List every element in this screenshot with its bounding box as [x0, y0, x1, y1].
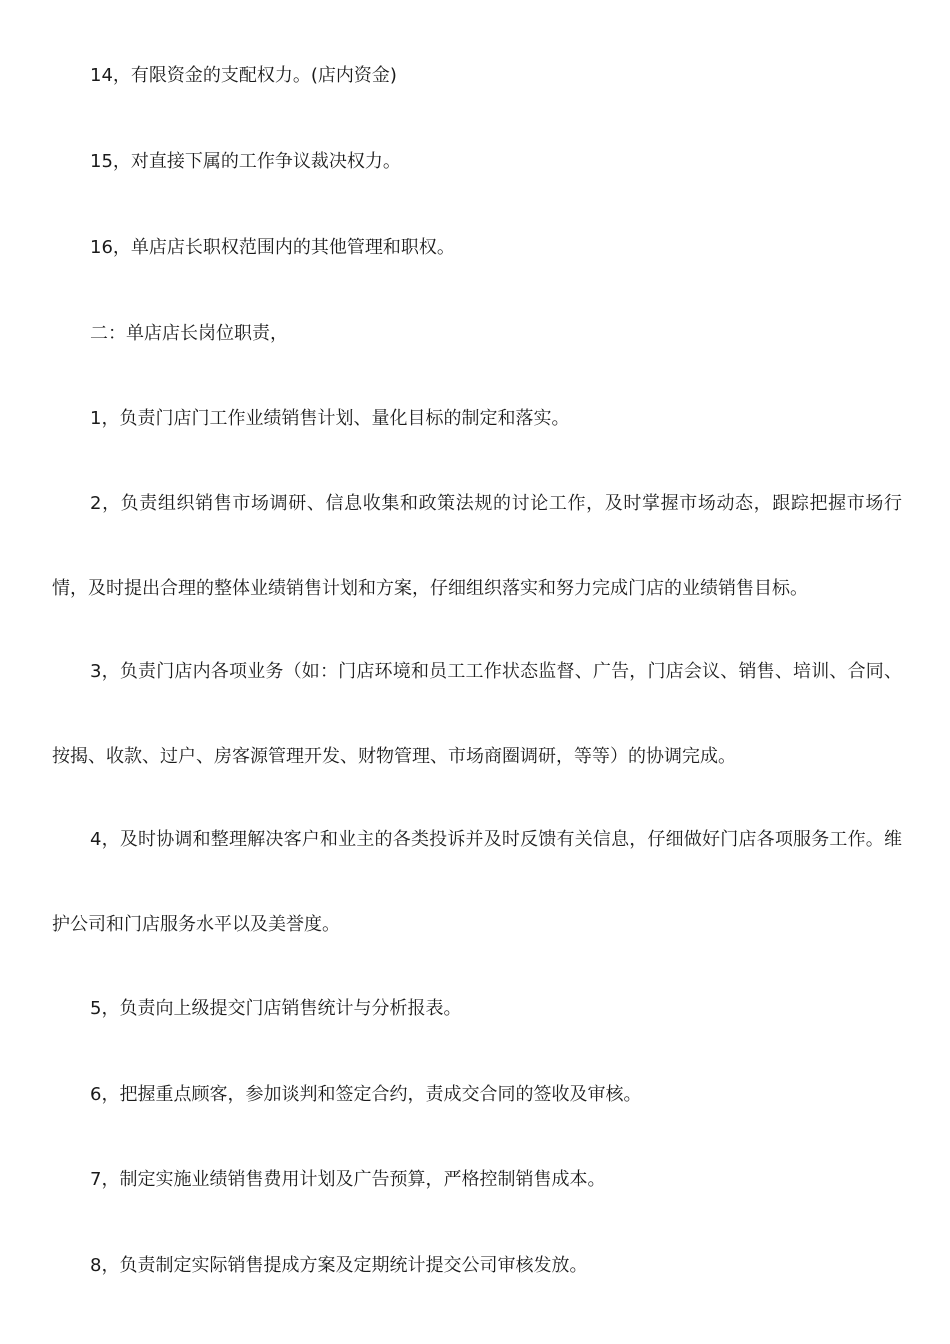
duty-item-1: 1，负责门店门工作业绩销售计划、量化目标的制定和落实。 — [90, 408, 570, 429]
duty-item-5: 5，负责向上级提交门店销售统计与分析报表。 — [90, 998, 462, 1019]
paragraph-16: 16，单店店长职权范围内的其他管理和职权。 — [90, 237, 455, 258]
duty-item-8: 8，负责制定实际销售提成方案及定期统计提交公司审核发放。 — [90, 1255, 588, 1276]
duty-item-4: 4，及时协调和整理解决客户和业主的各类投诉并及时反馈有关信息，仔细做好门店各项服务工作。维护公司和门店服务水平以及美誉度。 — [52, 829, 902, 935]
duty-item-3: 3，负责门店内各项业务（如：门店环境和员工工作状态监督、广告，门店会议、销售、培训、合同、按揭、收款、过户、房客源管理开发、财物管理、市场商圈调研，等等）的协调完成。 — [52, 661, 902, 767]
duty-item-7: 7，制定实施业绩销售费用计划及广告预算，严格控制销售成本。 — [90, 1169, 606, 1190]
paragraph-14: 14，有限资金的支配权力。(店内资金) — [90, 65, 397, 86]
section-heading: 二：单店店长岗位职责， — [90, 323, 288, 344]
duty-item-2: 2，负责组织销售市场调研、信息收集和政策法规的讨论工作，及时掌握市场动态，跟踪把握市场行情，及时提出合理的整体业绩销售计划和方案，仔细组织落实和努力完成门店的业绩销售目标。 — [52, 493, 902, 599]
paragraph-15: 15，对直接下属的工作争议裁决权力。 — [90, 151, 401, 172]
duty-item-6: 6，把握重点顾客，参加谈判和签定合约，责成交合同的签收及审核。 — [90, 1084, 642, 1105]
